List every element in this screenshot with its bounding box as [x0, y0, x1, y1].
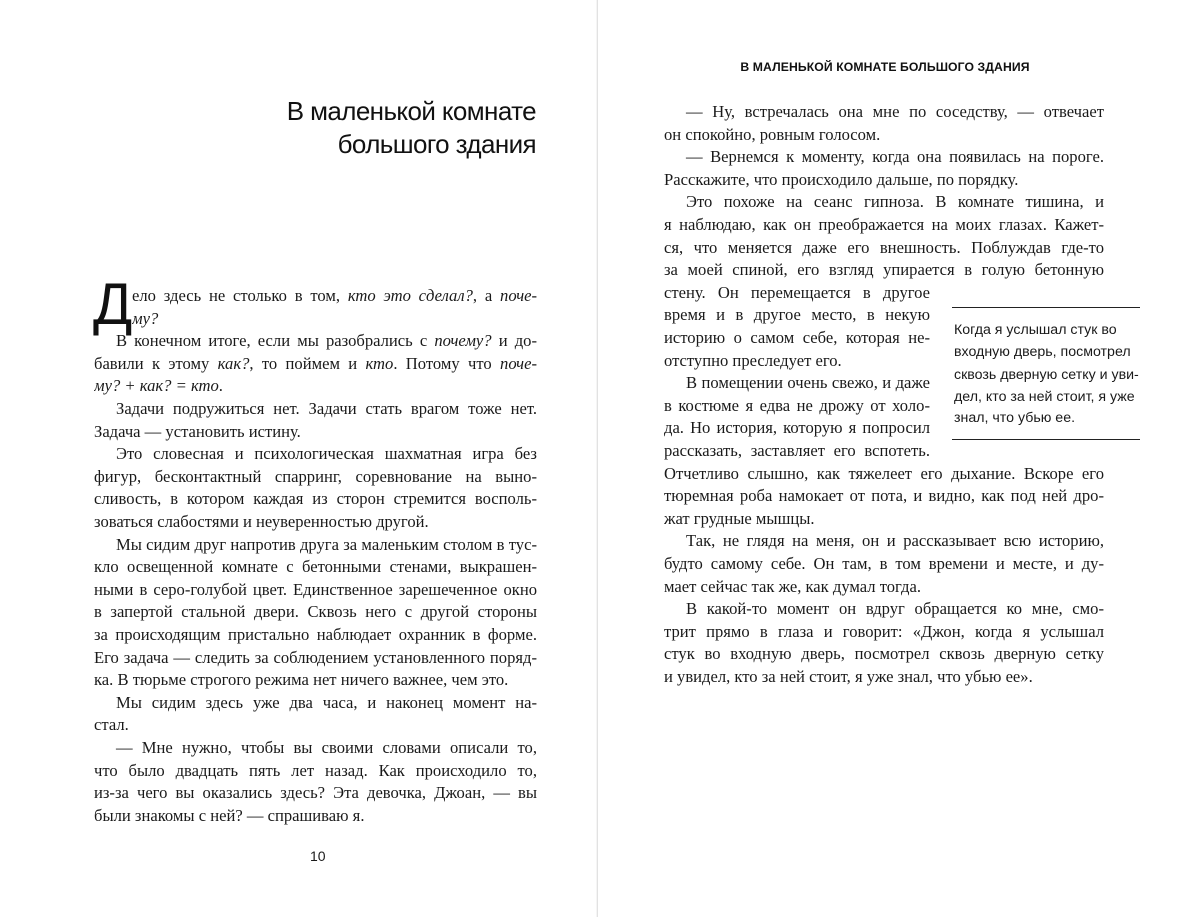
right-page	[598, 0, 1198, 917]
text-line	[94, 420, 537, 443]
text-line	[664, 597, 1104, 620]
text-segment: , то поймем и	[249, 353, 366, 373]
text-segment: стал.	[94, 715, 129, 735]
text-segment: бавили к этому	[94, 353, 218, 373]
text-segment: кло освещенной комнате с бетонными стенами, выкрашен-	[94, 557, 537, 577]
text-segment: В конечном итоге, если мы разобрались с	[116, 331, 435, 351]
text-line	[664, 552, 1104, 575]
text-segment: Отчетливо слышно, как тяжелеет его дыхание. Вскоре его	[664, 463, 1104, 483]
text-line	[664, 439, 930, 462]
text-line	[664, 484, 1104, 507]
text-segment: — Мне нужно, чтобы вы своими словами описали то,	[116, 738, 537, 757]
page-number: 10	[310, 848, 326, 864]
pull-quote-line: сквозь дверную сетку и уви-	[954, 367, 1139, 383]
italic-text: кто это сделал?	[347, 286, 473, 305]
text-line	[94, 555, 537, 578]
text-segment: в костюме я едва не дрожу от холо-	[664, 395, 930, 415]
pull-quote	[952, 307, 1140, 440]
running-head: В МАЛЕНЬКОЙ КОМНАТЕ БОЛЬШОГО ЗДАНИЯ	[740, 60, 1030, 74]
text-line	[94, 465, 537, 488]
text-line	[94, 781, 537, 804]
italic-text: поче-	[500, 286, 537, 305]
text-segment: Мы сидим здесь уже два часа, и наконец момент на-	[116, 692, 537, 712]
text-line	[94, 600, 537, 623]
italic-text: кто	[365, 353, 394, 373]
text-segment: рассказать, заставляет его вспотеть.	[664, 441, 930, 460]
text-segment: — Ну, встречалась она мне по соседству, — отвечает	[686, 102, 1104, 121]
text-line	[94, 487, 537, 510]
text-line	[94, 804, 537, 827]
text-line	[664, 145, 1104, 168]
text-line	[94, 329, 537, 352]
text-line	[664, 642, 1104, 665]
text-segment: и до-	[491, 331, 537, 351]
text-segment: были знакомы с ней? — спрашиваю я.	[94, 805, 365, 825]
text-line	[94, 691, 537, 714]
text-segment: .	[218, 376, 223, 396]
text-segment: сливость, в котором каждая из сторон стремится восполь-	[94, 489, 537, 509]
italic-text: поче-	[500, 353, 537, 373]
chapter-title-line-2: большого здания	[337, 129, 536, 159]
text-line	[664, 190, 1104, 213]
chapter-title-line-1: В маленькой комнате	[286, 96, 536, 126]
text-line	[664, 416, 930, 439]
text-segment: В помещении очень свежо, и даже	[686, 373, 930, 393]
pull-quote-line: Когда я услышал стук во	[954, 322, 1117, 338]
text-segment: будто самому себе. Он там, в том времени и месте, и ду-	[664, 554, 1104, 573]
text-segment: мает сейчас так же, как думал тогда.	[664, 576, 921, 596]
text-segment: ка. В тюрьме строгого режима нет ничего важнее, чем это.	[94, 670, 509, 690]
text-segment: Задача — установить истину.	[94, 421, 301, 441]
text-segment: за происходящим пристально наблюдает охранник в форме.	[94, 625, 537, 644]
text-line	[664, 620, 1104, 643]
text-segment: Задачи подружиться нет. Задачи стать врагом тоже нет.	[116, 399, 537, 418]
text-segment: в запертой стальной двери. Сквозь него с другой стороны	[94, 602, 537, 622]
text-line	[94, 713, 537, 736]
text-line	[132, 307, 537, 330]
text-segment: отступно преследует его.	[664, 350, 842, 370]
text-line	[664, 123, 1104, 146]
text-line	[664, 281, 930, 304]
text-line	[664, 529, 1104, 552]
text-line	[94, 397, 537, 420]
text-line	[94, 578, 537, 601]
text-segment: что было двадцать пять лет назад. Как происходило то,	[94, 760, 537, 780]
text-segment: ся, что меняется даже его внешность. Поблуждав где-то	[664, 237, 1104, 257]
pull-quote-line: входную дверь, посмотрел	[954, 344, 1131, 360]
text-segment: . Потому что	[393, 353, 501, 373]
text-segment: , а	[472, 286, 501, 305]
text-line	[664, 100, 1104, 123]
text-segment: — Вернемся к моменту, когда она появилась на пороге.	[686, 147, 1104, 167]
text-line	[664, 168, 1104, 191]
text-line	[94, 352, 537, 375]
text-segment: он спокойно, ровным голосом.	[664, 124, 881, 144]
text-segment: фигур, бесконтактный спарринг, соревнование на выно-	[94, 466, 537, 486]
text-segment: стену. Он перемещается в другое	[664, 282, 930, 302]
text-segment: да. Но история, которую я попросил	[664, 418, 930, 438]
text-line	[94, 623, 537, 646]
text-segment: зоваться слабостями и неуверенностью другой.	[94, 512, 429, 531]
text-line	[664, 665, 1104, 688]
text-segment: и увидел, кто за ней стоит, я уже знал, что убью ее».	[664, 667, 1033, 686]
text-line	[664, 258, 1104, 281]
text-segment: ело здесь не столько в том,	[132, 286, 348, 305]
italic-text: му? + как? = кто	[94, 376, 219, 396]
italic-text: му?	[132, 308, 159, 328]
text-line	[664, 349, 930, 372]
text-segment: историю о самом себе, которая не-	[664, 328, 930, 347]
text-line	[94, 533, 537, 556]
text-line	[664, 326, 930, 349]
text-line	[664, 575, 1104, 598]
text-line	[132, 284, 537, 307]
pull-quote-line: дел, кто за ней стоит, я уже	[954, 389, 1135, 405]
text-segment: Это похоже на сеанс гипноза. В комнате тишина, и	[686, 192, 1104, 212]
text-segment: я наблюдаю, как он преображается на моих глазах. Кажет-	[664, 215, 1104, 234]
text-segment: жат грудные мышцы.	[664, 508, 815, 528]
text-line	[664, 507, 1104, 530]
text-segment: В какой-то момент он вдруг обращается ко мне, смо-	[686, 599, 1104, 619]
text-line	[664, 371, 930, 394]
text-segment: за моей спиной, его взгляд упирается в голую бетонную	[664, 260, 1104, 280]
text-segment: трит прямо в глаза и говорит: «Джон, когда я услышал	[664, 621, 1104, 641]
pull-quote-line: знал, что убью ее.	[954, 410, 1076, 426]
text-line	[94, 374, 537, 397]
text-line	[94, 668, 537, 691]
text-line	[664, 462, 1104, 485]
text-segment: Это словесная и психологическая шахматная игра без	[116, 444, 537, 464]
text-segment: стук во входную дверь, посмотрел сквозь дверную сетку	[664, 644, 1104, 664]
text-line	[94, 736, 537, 759]
text-line	[94, 646, 537, 669]
text-segment: ными в серо-голубой цвет. Единственное зарешеченное окно	[94, 579, 537, 599]
text-segment: Расскажите, что происходило дальше, по порядку.	[664, 169, 1019, 189]
text-line	[94, 510, 537, 533]
drop-cap: Д	[93, 272, 133, 337]
text-line	[664, 236, 1104, 259]
text-line	[664, 213, 1104, 236]
text-line	[664, 394, 930, 417]
text-segment: время и в другое место, в некую	[664, 305, 930, 325]
italic-text: как?	[217, 353, 250, 373]
text-segment: тюремная роба намокает от пота, и видно, как под ней дро-	[664, 486, 1104, 506]
text-segment: Мы сидим друг напротив друга за маленьким столом в тус-	[116, 534, 537, 554]
text-line	[664, 303, 930, 326]
italic-text: почему?	[434, 331, 492, 351]
text-line	[94, 442, 537, 465]
text-segment: из-за чего вы оказались здесь? Эта девочка, Джоан, — вы	[94, 783, 537, 803]
text-segment: Его задача — следить за соблюдением установленного поряд-	[94, 647, 537, 667]
left-page	[0, 0, 598, 917]
text-line	[94, 759, 537, 782]
text-segment: Так, не глядя на меня, он и рассказывает всю историю,	[686, 531, 1104, 551]
